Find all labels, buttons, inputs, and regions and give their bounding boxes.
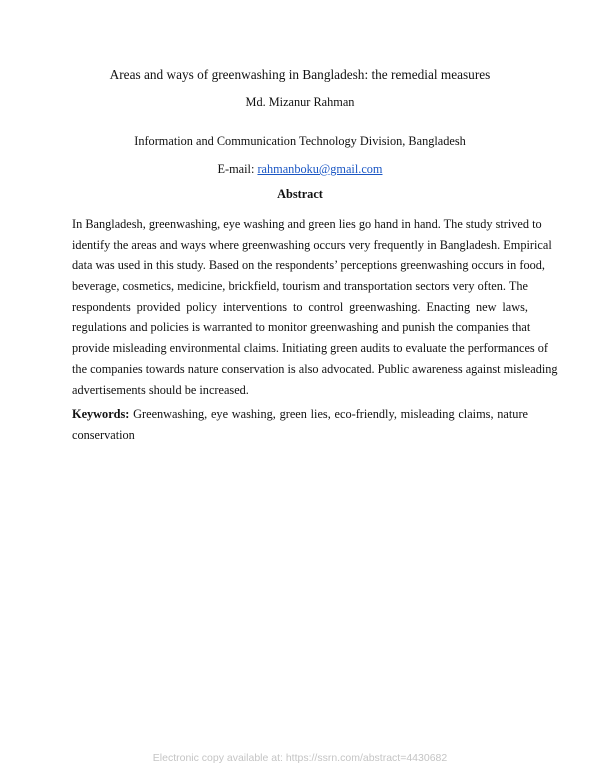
email-link[interactable]: rahmanboku@gmail.com	[257, 162, 383, 176]
abstract-line: regulations and policies is warranted to monitor greenwashing and punish the companies that	[72, 320, 531, 335]
keywords-label: Keywords:	[72, 407, 130, 421]
abstract-line: advertisements should be increased.	[72, 382, 249, 397]
keywords	[72, 404, 528, 445]
ssrn-footer: Electronic copy available at: https://ssrn.com/abstract=4430682	[152, 752, 448, 764]
abstract-line: In Bangladesh, greenwashing, eye washing and green lies go hand in hand. The study strived to	[72, 217, 542, 231]
abstract-body	[72, 214, 558, 400]
email-line	[0, 162, 600, 177]
abstract-line: provide misleading environmental claims. Initiating green audits to evaluate the performances of	[72, 341, 549, 356]
email-label: E-mail:	[217, 162, 258, 176]
keywords-text: Greenwashing, eye washing, green lies, eco-friendly, misleading claims, nature	[129, 407, 528, 421]
abstract-line: data was used in this study. Based on the respondents’ perceptions greenwashing occurs in food,	[72, 258, 545, 273]
abstract-heading: Abstract	[277, 187, 323, 201]
abstract-line: beverage, cosmetics, medicine, brickfield, tourism and transportation sectors very often. The	[72, 279, 528, 294]
keywords-line: conservation	[72, 427, 135, 442]
paper-title: Areas and ways of greenwashing in Bangladesh: the remedial measures	[109, 67, 491, 82]
affiliation: Information and Communication Technology Division, Bangladesh	[134, 134, 466, 148]
author-name: Md. Mizanur Rahman	[245, 95, 355, 109]
keywords-line	[72, 404, 528, 425]
abstract-line: the companies towards nature conservation is also advocated. Public awareness against misleading	[72, 361, 558, 376]
abstract-line: respondents provided policy interventions to control greenwashing. Enacting new laws,	[72, 299, 528, 314]
abstract-line: identify the areas and ways where greenwashing occurs very frequently in Bangladesh. Empirical	[72, 237, 552, 252]
